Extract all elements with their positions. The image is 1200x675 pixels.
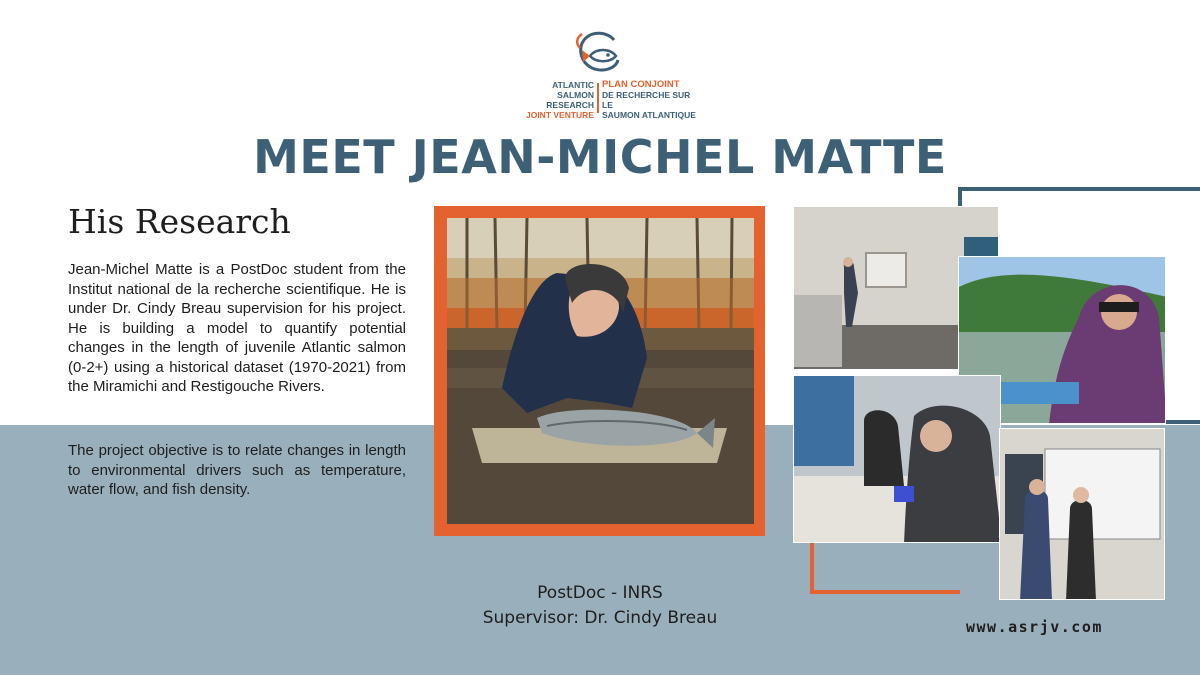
decor-line-bottom (810, 590, 960, 594)
logo-english-text: ATLANTIC SALMON RESEARCH JOINT VENTURE (525, 80, 594, 120)
logo-divider (597, 83, 599, 113)
supervisor-caption: Supervisor: Dr. Cindy Breau (482, 608, 718, 628)
salmon-logo-icon (570, 30, 624, 78)
research-paragraph-1: Jean-Michel Matte is a PostDoc student from the Institut national de la recherche scientifique. He is under Dr. Cindy Breau supervision for his project. He is building a model to quantify potential changes in the length of juvenile Atlantic salmon (0-2+) using a historical dataset (1970-2021) from the Miramichi and Restigouche Rivers. (68, 261, 406, 395)
asrjv-logo (522, 30, 696, 122)
photo-poster-session (999, 428, 1165, 600)
logo-french-text: PLAN CONJOINT DE RECHERCHE SUR LE SAUMON ATLANTIQUE (602, 79, 696, 120)
decor-line-bottom-vertical (810, 540, 814, 594)
website-link[interactable]: www.asrjv.com (966, 618, 1103, 636)
page-title: MEET JEAN-MICHEL MATTE (253, 130, 947, 184)
main-photo-salmon (447, 218, 754, 524)
decor-line-right (1165, 420, 1200, 424)
role-caption: PostDoc - INRS (537, 583, 663, 603)
research-heading: His Research (68, 202, 291, 241)
decor-line-top-vertical (958, 187, 962, 207)
research-paragraph-2: The project objective is to relate changes in length to environmental drivers such as temperature, water flow, and fish density. (68, 442, 406, 498)
photo-lab-work (793, 375, 1001, 543)
decor-line-top (958, 187, 1200, 191)
